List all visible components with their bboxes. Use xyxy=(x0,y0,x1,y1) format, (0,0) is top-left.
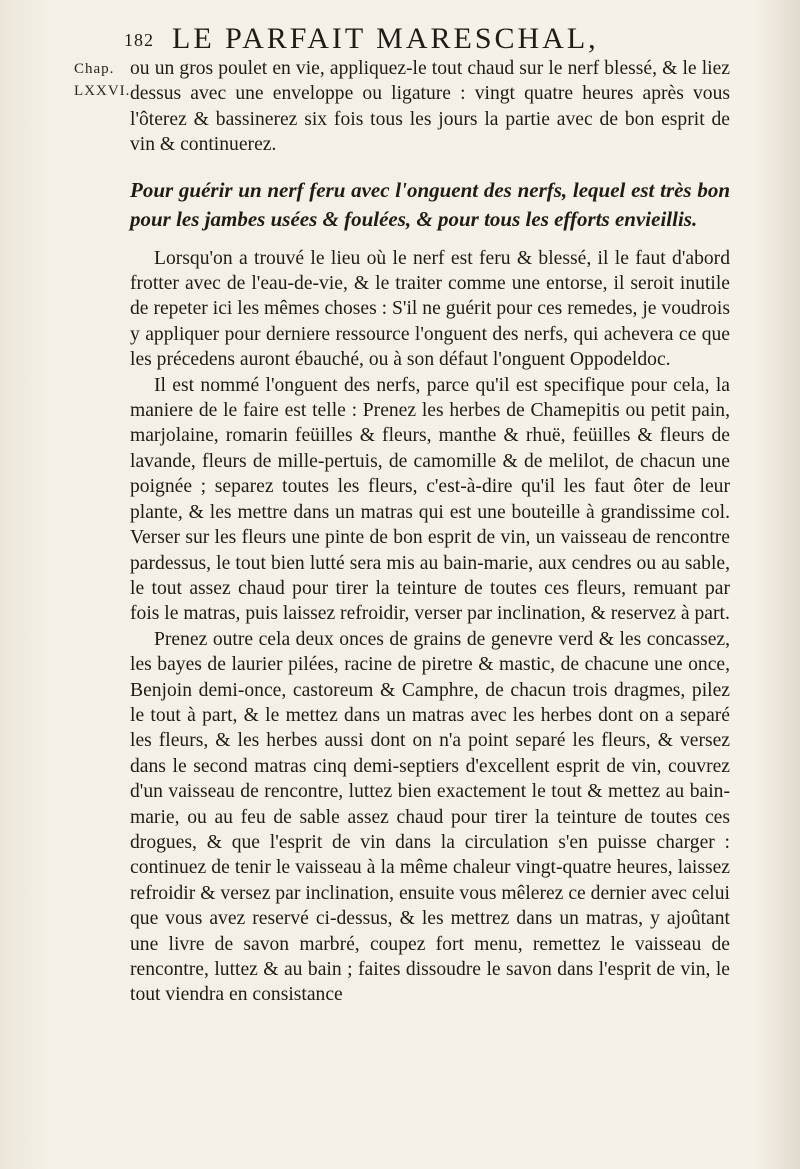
section-heading: Pour guérir un nerf feru avec l'onguent des nerfs, lequel est très bon pour les jambes usées & foulées, & pour tous les efforts envieillis. xyxy=(130,177,730,231)
paragraph-treatment: Lorsqu'on a trouvé le lieu où le nerf est feru & blessé, il le faut d'abord frotter avec de l'eau-de-vie, & le traiter comme une entorse, il seroit inutile de repeter ici les mêmes choses : S'il ne guérit pour ces remedes, je voudrois y appliquer pour derniere ressource l'onguent des nerfs, qui achevera ce que les précedens auront ébauché, ou à son défaut l'onguent Oppodeldoc. xyxy=(130,247,730,371)
page-edge-shadow xyxy=(760,0,800,1169)
paragraph-second-preparation: Prenez outre cela deux onces de grains de genevre verd & les concassez, les bayes de laurier pilées, racine de piretre & mastic, de chacune une once, Benjoin demi-once, castoreum & Camphre, de chacun trois dragmes, pilez le tout à part, & le mettez dans un matras avec les herbes dont on a separé les fleurs, & les herbes aussi dont on n'a point separé les fleurs, & versez dans le second matras cinq demi-septiers d'excellent esprit de vin, couvrez d'un vaisseau de rencontre, luttez bien exactement le tout & mettez au bain-marie, ou au feu de sable assez chaud pour tirer la teinture de toutes ces drogues, & que l'esprit de vin dans la circulation s'en puisse charger : continuez de tenir le vaisseau à la même chaleur vingt-quatre heures, laissez refroidir & versez par inclination, ensuite vous mêlerez ce dernier avec celui que vous avez reservé ci-dessus, & les mettrez dans un matras, y ajoûtant une livre de savon marbré, coupez fort menu, remettez le vaisseau de rencontre, luttez & au bain ; faites dissoudre le savon dans l'esprit de vin, le tout viendra en consistance xyxy=(130,628,730,1006)
paragraph-continuation: ou un gros poulet en vie, appliquez-le tout chaud sur le nerf blessé, & le liez dessus avec une enveloppe ou ligature : vingt quatre heures après vous l'ôterez & bassinerez six fois tous les jours la partie avec de bon esprit de vin & continuerez. xyxy=(130,58,730,156)
running-title: LE PARFAIT MARESCHAL, xyxy=(172,22,599,55)
chapter-label: Chap. xyxy=(74,61,115,77)
chapter-margin-note xyxy=(74,58,130,102)
chapter-number: LXXVI. xyxy=(74,83,131,99)
paragraph-recipe: Il est nommé l'onguent des nerfs, parce qu'il est specifique pour cela, la maniere de le faire est telle : Prenez les herbes de Chamepitis ou petit pain, marjolaine, romarin feüilles & fleurs, manthe & rhuë, feüilles & fleurs de lavande, fleurs de mille-pertuis, de camomille & de melilot, de chacun une poignée ; separez toutes les fleurs, c'est-à-dire qu'il les faut ôter de leur plante, & les mettre dans un matras qui est une bouteille à grandissime col. Verser sur les fleurs une pinte de bon esprit de vin, un vaisseau de rencontre pardessus, le tout bien lutté sera mis au bain-marie, aux cendres ou au sable, le tout assez chaud pour tirer la teinture de toutes ces fleurs, remuant par fois le matras, puis laissez refroidir, verser par inclination, & reservez à part. xyxy=(130,374,730,625)
page-number: 182 xyxy=(124,30,154,50)
body-text xyxy=(130,56,730,1008)
